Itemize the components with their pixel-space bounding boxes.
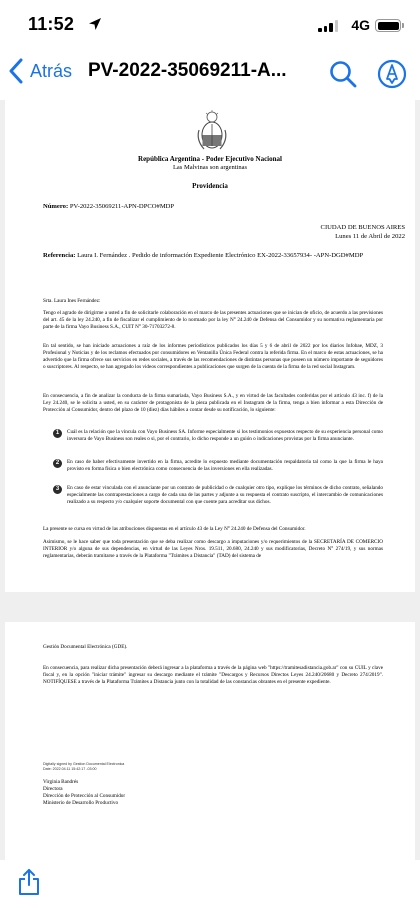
paragraph: En tal sentido, se han iniciado actuaciones a raíz de los informes periodísticos publicados los días 5 y 6 de abril de 2022 por los diarios Infobae, MDZ, 3 Profesional y Noticias y de los reclamos efectuados por consumidores en Ventanilla Única Federal contra la referida firma. En el marco de estas actuaciones, se ha advertido que la firma ofrece sus servicios en redes sociales, a través de las recomendaciones de distintas personas que poseen un número importante de seguidores o suscriptores. Al respecto, se han agregado los videos correspondientes a publicaciones que surgen de la cuenta de la firma de la red social Instagram. xyxy=(43,343,383,371)
document-reference xyxy=(43,251,383,260)
document-page xyxy=(5,100,415,592)
reference-label: Referencia: xyxy=(43,252,76,259)
share-icon[interactable] xyxy=(17,868,41,896)
battery-icon xyxy=(375,19,401,32)
markup-pen-icon[interactable] xyxy=(377,59,407,89)
paragraph: Asimismo, se le hace saber que toda presentación que se deba realizar como descargo a imputaciones y/o requerimientos de la SECRETARÍA DE COMERCIO INTERIOR y/o alguna de sus dependencias, en virtud de las Leyes Nros. 19.511, 20.680, 24.240 y sus modificatorias, Decreto N° 274/19, y sus normas reglamentarias, deberán tramitarse a través de la Plataforma "Trámites a Distancia" (TAD) del sistema de xyxy=(43,539,383,560)
document-viewer[interactable] xyxy=(0,100,420,860)
list-number: 1 xyxy=(53,429,62,438)
signer-name: Virginia Bandrés xyxy=(43,779,79,785)
document-date: Lunes 11 de Abril de 2022 xyxy=(335,233,405,240)
document-number xyxy=(43,203,174,210)
stamp-line: Date: 2022.04.11 15:42:17 -03:00 xyxy=(43,766,97,771)
header-malvinas: Las Malvinas son argentinas xyxy=(172,164,248,171)
back-label: Atrás xyxy=(30,60,73,81)
paragraph: Gestión Documental Electrónica (GDE). xyxy=(43,644,128,650)
list-item xyxy=(53,485,383,506)
stamp-line: Digitally signed by Gestion Documental Electronica xyxy=(43,762,125,766)
network-type: 4G xyxy=(351,17,370,33)
header-republica: República Argentina - Poder Ejecutivo Nacional xyxy=(138,155,282,163)
number-value: PV-2022-35069211-APN-DPCO#MDP xyxy=(69,203,175,210)
list-item-text: En caso de haber efectivamente invertido en la firma, acredite lo expuesto mediante documentación respaldatoria tal como la que la firma le haya provisto en forma física o bien electrónica como consecuencia de las inversiones en ella realizadas. xyxy=(67,459,383,473)
paragraph: En consecuencia, a fin de analizar la conducta de la firma sumariada, Vayo Business S.A., y en virtud de las facultades conferidas por el artículo 43 inc. f) de la Ley 24.240, se le solicita a usted, en su carácter de protagonista de la pieza publicada en el Instagram de la firma, tenga a bien informar a esta Dirección de Protección al Consumidor, dentro del plazo de 10 (diez) días hábiles a contar desde su notificación, lo siguiente: xyxy=(43,393,383,414)
header-document-type: Providencia xyxy=(192,182,228,190)
signature-block xyxy=(43,779,125,807)
paragraph: En consecuencia, para realizar dicha presentación deberá ingresar a la plataforma a través de la página web "https://tramitesadistancia.gob.ar" con su CUIL y clave fiscal y, en la opción "iniciar trámite" ingresar su descargo mediante el trámite "Descargos y Recursos Directos Leyes 24.240/20680 y Decreto 274/2019". NOTIFÍQUESE a través de la Plataforma Trámites a Distancia junto con la totalidad de las constancias obrantes en el presente expediente. xyxy=(43,665,383,686)
list-number: 3 xyxy=(53,485,62,494)
document-page xyxy=(5,622,415,860)
number-label: Número: xyxy=(43,203,69,210)
list-number: 2 xyxy=(53,459,62,468)
signer-office: Dirección de Protección al Consumidor xyxy=(43,793,126,799)
status-bar xyxy=(0,0,420,50)
list-item-text: Cuál es la relación que la vincula con Vayo Business SA. Informe especialmente si los testimonios expuestos respecto de su experiencia personal como inversora de Vayo Business son reales o si, por el contrario, lo dicho responde a un guión o indicaciones provistas por la firma anunciante. xyxy=(67,429,383,443)
chevron-left-icon xyxy=(8,58,24,84)
clock: 11:52 xyxy=(28,14,75,34)
signer-ministry: Ministerio de Desarrollo Productivo xyxy=(43,800,119,806)
document-city: CIUDAD DE BUENOS AIRES xyxy=(320,224,405,231)
list-item-text: En caso de estar vinculada con el anunciante por un contrato de publicidad o de cualquier otro tipo, explique los términos de dicho contrato, señalando especialmente las contraprestaciones a cargo de cada una de las partes y adjunte a su respuesta el contrato suscripto, el intercambio de comunicaciones realizado a su respecto y/o cualquier soporte documental con que cuente para acreditar sus dichos. xyxy=(67,485,383,506)
back-button[interactable] xyxy=(8,58,72,84)
crest-icon xyxy=(195,110,229,154)
list-item xyxy=(53,459,383,473)
paragraph: Tengo el agrado de dirigirme a usted a fin de solicitarle colaboración en el marco de las presentes actuaciones que se inician de oficio, de acuerdo a las previsiones del art. 45 de la ley 24.240, a fin de fiscalizar el cumplimiento de lo normado por la ley N° 24.240 de Defensa del Consumidor y su normativa reglamentaria por parte de la firma Vayo Business S.A., CUIT N° 30-71703272-8. xyxy=(43,310,383,331)
digital-signature-stamp xyxy=(43,762,124,771)
navigation-bar xyxy=(0,54,420,96)
list-item xyxy=(53,429,383,443)
document-title: PV-2022-35069211-A... xyxy=(88,60,287,81)
reference-text: Laura I. Fernández . Pedido de información Expediente Electrónico EX-2022-33657934- -APN-DGD#MDP xyxy=(77,252,364,259)
signer-role: Directora xyxy=(43,786,63,792)
search-icon[interactable] xyxy=(328,59,358,89)
signal-icon xyxy=(318,20,338,32)
bottom-toolbar xyxy=(0,860,420,909)
salutation: Srta. Laura Ines Fernández: xyxy=(43,298,101,304)
location-arrow-icon xyxy=(88,17,102,31)
paragraph: La presente se cursa en virtud de las atribuciones dispuestas en el artículo 43 de la Ley N° 24.240 de Defensa del Consumidor. xyxy=(43,526,306,532)
